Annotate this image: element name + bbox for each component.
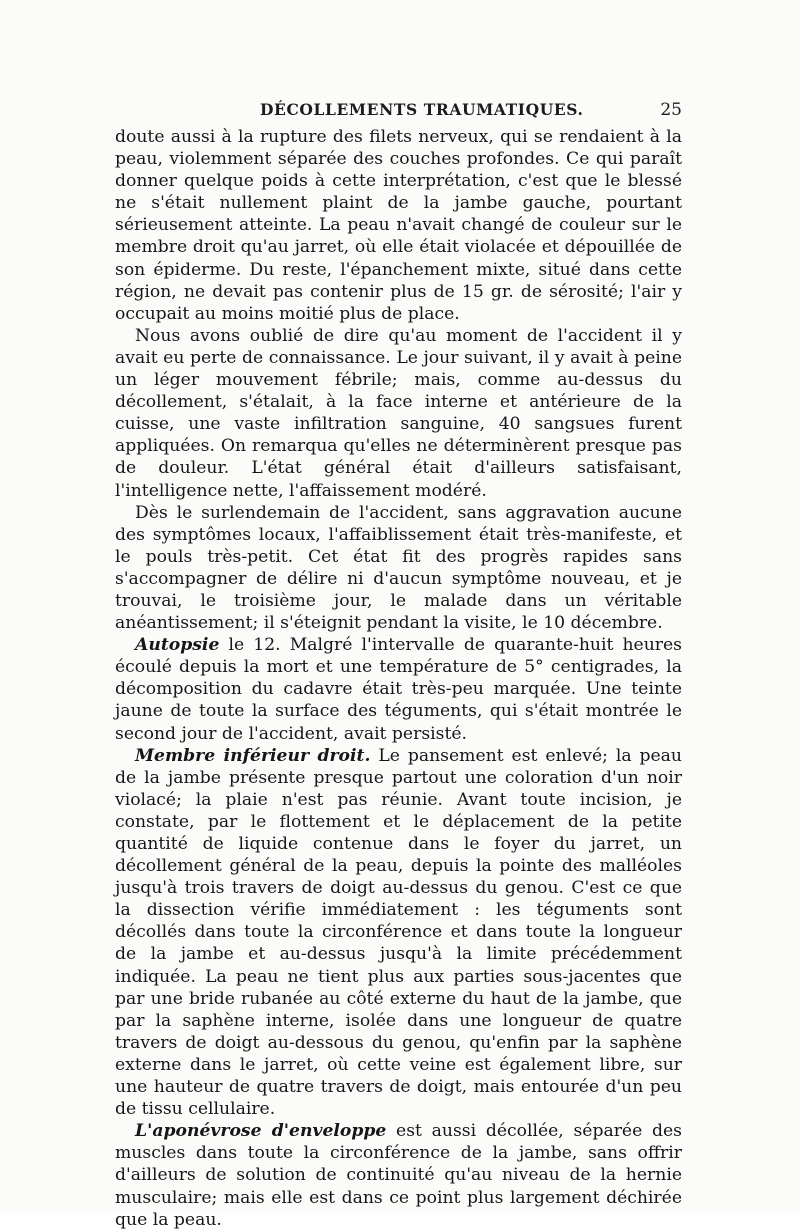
paragraph-text: doute aussi à la rupture des filets nerveux, qui se rendaient à la peau, violemment séparée des couches profondes. Ce qui paraît donner quelque poids à cette interprétation, c'est que le blessé ne s'était nullement plaint de la jambe gauche, pourtant sérieusement atteinte. La peau n'avait changé de couleur sur le membre droit qu'au jarret, où elle était violacée et dépouillée de son épiderme. Du reste, l'épanchement mixte, situé dans cette région, ne devait pas contenir plus de 15 gr. de sérosité; l'air y occupait au moins moitié plus de place. [115, 127, 682, 324]
page-header [115, 100, 682, 124]
paragraph-connaissance [115, 325, 682, 502]
paragraph-surlendemain [115, 502, 682, 635]
paragraph-aponevrose [115, 1120, 682, 1230]
body-text [115, 126, 682, 1231]
paragraph-lead-membre: Membre inférieur droit. [135, 745, 371, 766]
paragraph-autopsie [115, 634, 682, 744]
paragraph-lead-autopsie: Autopsie [135, 635, 220, 656]
paragraph-text: est aussi décollée, séparée des muscles dans toute la circonférence de la jambe, sans offrir d'ailleurs de solution de continuité qu'au niveau de la hernie musculaire; mais elle est dans ce point plus largement déchirée que la peau. [115, 1121, 682, 1230]
paragraph-lead-aponevrose: L'aponévrose d'enveloppe [135, 1121, 387, 1142]
paragraph-continuation [115, 126, 682, 325]
paragraph-membre-inferieur [115, 745, 682, 1121]
paragraph-text: le 12. Malgré l'intervalle de quarante-huit heures écoulé depuis la mort et une température de 5° centigrades, la décomposition du cadavre était très-peu marquée. Une teinte jaune de toute la surface des téguments, qui s'était montrée le second jour de l'accident, avait persisté. [115, 635, 682, 744]
running-title: DÉCOLLEMENTS TRAUMATIQUES. [260, 100, 584, 119]
paragraph-text: Le pansement est enlevé; la peau de la jambe présente presque partout une coloration d'un noir violacé; la plaie n'est pas réunie. Avant toute incision, je constate, par le flottement et le déplacement de la petite quantité de liquide contenue dans le foyer du jarret, un décollement général de la peau, depuis la pointe des malléoles jusqu'à trois travers de doigt au-dessus du genou. C'est ce que la dissection vérifie immédiatement : les téguments sont décollés dans toute la circonférence et dans toute la longueur de la jambe et au-dessus jusqu'à la limite précédemment indiquée. La peau ne tient plus aux parties sous-jacentes que par une bride rubanée au côté externe du haut de la jambe, que par la saphène interne, isolée dans une longueur de quatre travers de doigt au-dessous du genou, qu'enfin par la saphène externe dans le jarret, où cette veine est également libre, sur une hauteur de quatre travers de doigt, mais entourée d'un peu de tissu cellulaire. [115, 745, 682, 1120]
paragraph-text: Dès le surlendemain de l'accident, sans aggravation aucune des symptômes locaux, l'affaiblissement était très-manifeste, et le pouls très-petit. Cet état fit des progrès rapides sans s'accompagner de délire ni d'aucun symptôme nouveau, et je trouvai, le troisième jour, le malade dans un véritable anéantissement; il s'éteignit pendant la visite, le 10 décembre. [115, 502, 682, 634]
paragraph-text: Nous avons oublié de dire qu'au moment de l'accident il y avait eu perte de connaissance. Le jour suivant, il y avait à peine un léger mouvement fébrile; mais, comme au-dessus du décollement, s'étalait, à la face interne et antérieure de la cuisse, une vaste infiltration sanguine, 40 sangsues furent appliquées. On remarqua qu'elles ne déterminèrent presque pas de douleur. L'état général était d'ailleurs satisfaisant, l'intelligence nette, l'affaissement modéré. [115, 325, 682, 501]
page-number: 25 [660, 100, 682, 120]
